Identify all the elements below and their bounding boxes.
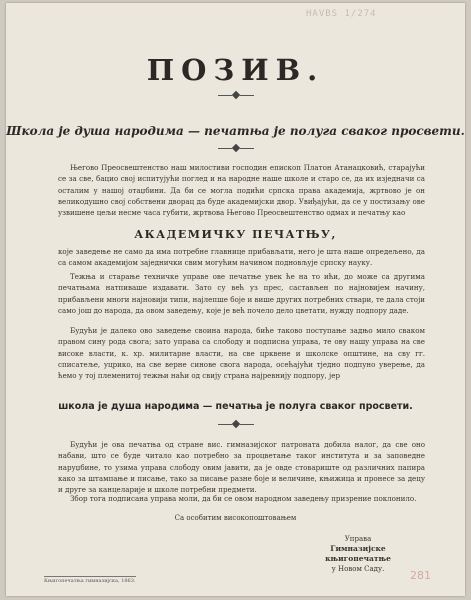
paragraph-appeal-text: Будући је далеко ово заведење своина народа, биће таково поступање задњо мило сваком правом сину рода свога; зато управа са слободу и подписна управа, те ову нашу управа на све високе власти, к. хр. милитарне власти, на све црквене и школске општине, на сву гг. списатеље, уцрико, на све верне синове свога народа, осећајући тједно подпуно уверење, да ћемо у тој племенитој тежњи наћи од свију страна најревнију подпору, јер: [58, 326, 425, 381]
paragraph-intro: [58, 162, 425, 218]
ornament-divider-top: [218, 91, 254, 101]
caps-heading: АКАДЕМИЧКУ ПЕЧАТЊУ,: [134, 228, 337, 241]
archive-stamp: HAVBS 1/274: [306, 9, 377, 19]
ornament-divider-bottom: [218, 420, 254, 430]
paragraph-aims-text: Тежња и старање техничке управе ове печатње увек ће на то ићи, до може са другима печатњама натпиваше издавати. Зато су већ уз прес, састављен по најновијем начину, прибављени многи најновији типи, најлепше боје и више других потребних ствари, те дала стоји само још до народа, да овом заведењу, које је већ почело дело цветати, нужду подпору даде.: [58, 272, 425, 315]
signature-line-3: у Новом Саду.: [331, 565, 385, 573]
motto-repeat: школа је душа народима — печатња је полуга сваког просвети.: [58, 401, 413, 412]
ornament-divider-middle: [218, 144, 254, 154]
paragraph-intro-text: Његово Преосвештенство наш милостиви господин епископ Платон Атанацковић, старајући се за све, бацио свој испитујући поглед и на народне наше школе и старо се, да их изједначи са осталим у нашој отаџбини. Да би се могла подићи српска права академија, жртвово је он великодушно свој собствени дворац да буде академијски двор. Увиђајући, да се у постизању ове узвишене цељи несме часа губити, жртвова Његово Преосвештенство одмах и печатњу као: [58, 163, 425, 218]
printer-footer: Књигопечатња гимназијска, 1863.: [44, 578, 136, 584]
paragraph-supplies: [58, 439, 425, 495]
paragraph-purpose-text: које заведење не само да има потребне главнице прибављати, него је шта наше опредељено, да са самом академијом заједнички свим могућим начином подновљује српску науку.: [58, 247, 425, 268]
paragraph-appeal: [58, 325, 425, 381]
signature-line-1: Управа: [344, 535, 372, 543]
paragraph-supplies-text: Будући је ова печатња од стране вис. гимназијског патроната добила налог, да све оно набави, што се буде читало као потребно за процветање таког института и за заповедне наруџбине, то узима управа слободу овим јавити, да је овде стовариште од различних папира како за штампање и писање, тако за писање разне боје и величине, књижица и пронесе за децу и друге за канцеларије и школе потребни предмети.: [58, 440, 425, 495]
paragraph-request: [58, 493, 425, 504]
paragraph-aims: [58, 271, 425, 316]
paragraph-request-text: Збор тога подписана управа моли, да би се овом народном заведењу призрение поклонило.: [70, 494, 417, 503]
closing-greeting: Са особитим високопоштовањем: [174, 514, 297, 522]
document-sheet: [6, 3, 465, 596]
page-number: 281: [410, 569, 431, 582]
motto: Школа је душа народима — печатња је полуга сваког просвети.: [6, 124, 465, 138]
signature-block: [298, 534, 418, 574]
signature-line-2: Гимназијске књигопечатње: [325, 544, 391, 563]
paragraph-purpose: [58, 246, 425, 269]
document-title: ПОЗИВ.: [146, 53, 325, 87]
